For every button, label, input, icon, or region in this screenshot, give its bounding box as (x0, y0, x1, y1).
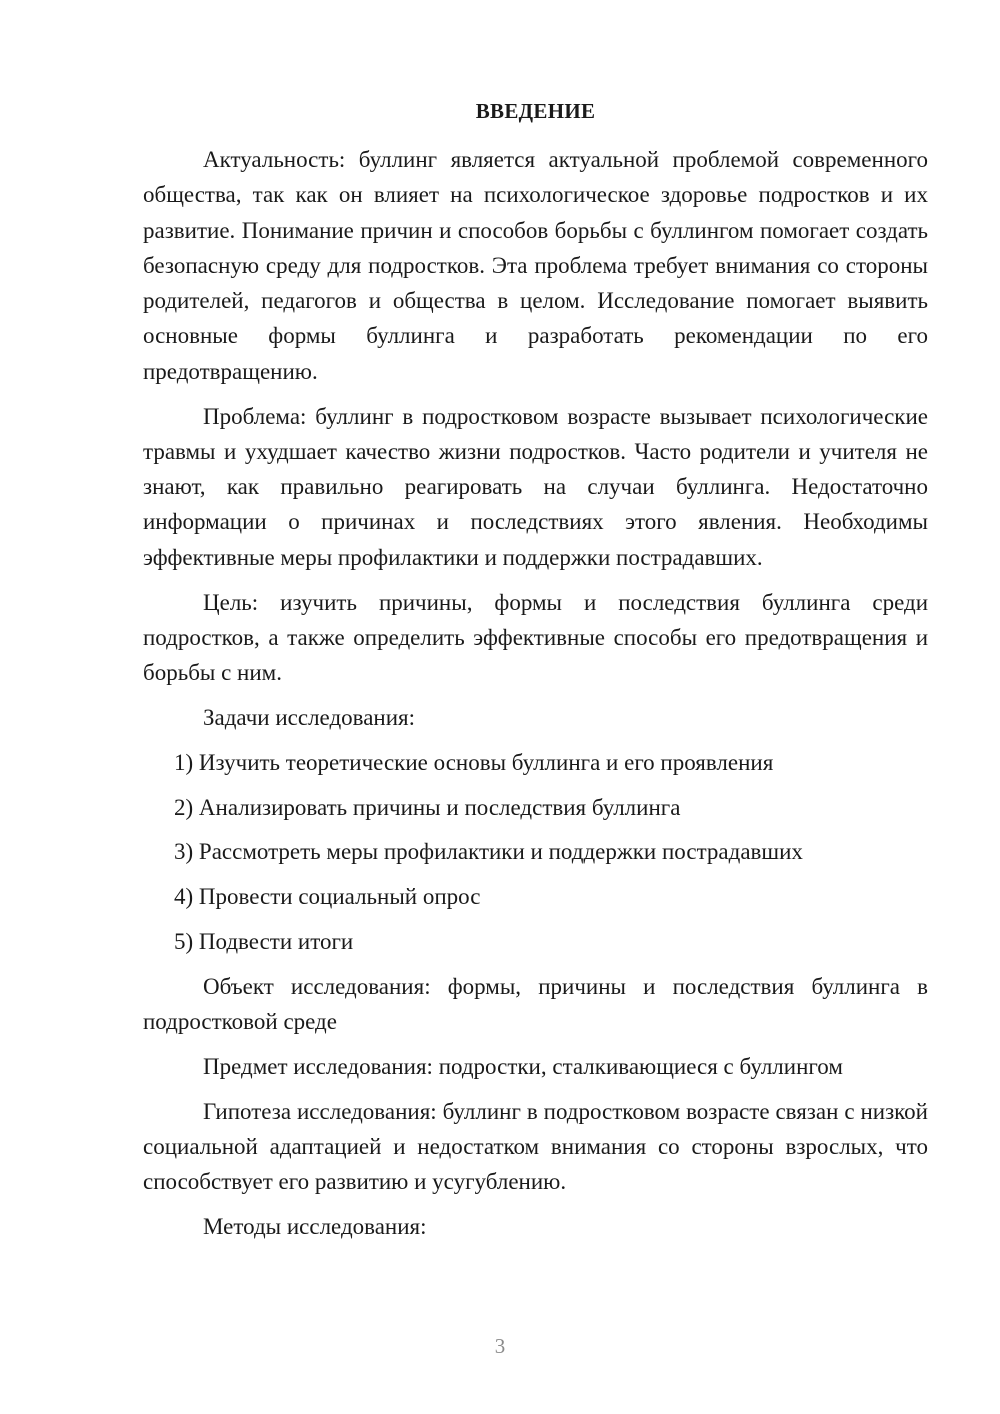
list-item: 5) Подвести итоги (174, 928, 354, 954)
list-item: 1) Изучить теоретические основы буллинга и его проявления (174, 749, 774, 775)
subject-paragraph: Предмет исследования: подростки, сталкивающиеся с буллингом (203, 1053, 843, 1079)
tasks-heading: Задачи исследования: (203, 704, 416, 730)
list-item: 4) Провести социальный опрос (174, 884, 481, 910)
relevance-paragraph: Актуальность: буллинг является актуальной проблемой современного общества, так как он влияет на психологическое здоровье подростков и их развитие. Понимание причин и способов борьбы с буллингом помогает создать безопасную среду для подростков. Эта проблема требует внимания со стороны родителей, педагогов и общества в целом. Исследование помогает выявить основные формы буллинга и разработать рекомендации по его предотвращению. (143, 147, 928, 384)
methods-heading: Методы исследования: (203, 1214, 427, 1240)
list-item: 3) Рассмотреть меры профилактики и поддержки пострадавших (174, 839, 803, 865)
document-body (143, 142, 928, 1254)
page-title: ВВЕДЕНИЕ (475, 99, 596, 123)
list-item: 2) Анализировать причины и последствия буллинга (174, 794, 681, 820)
hypothesis-paragraph: Гипотеза исследования: буллинг в подростковом возрасте связан с низкой социальной адаптацией и недостатком внимания со стороны взрослых, что способствует его развитию и усугублению. (143, 1098, 928, 1195)
page-number: 3 (494, 1334, 506, 1358)
problem-paragraph: Проблема: буллинг в подростковом возрасте вызывает психологические травмы и ухудшает качество жизни подростков. Часто родители и учителя не знают, как правильно реагировать на случаи буллинга. Недостаточно информации о причинах и последствиях этого явления. Необходимы эффективные меры профилактики и поддержки пострадавших. (143, 403, 928, 570)
object-paragraph: Объект исследования: формы, причины и последствия буллинга в подростковой среде (143, 973, 928, 1035)
goal-paragraph: Цель: изучить причины, формы и последствия буллинга среди подростков, а также определить эффективные способы его предотвращения и борьбы с ним. (143, 589, 928, 686)
